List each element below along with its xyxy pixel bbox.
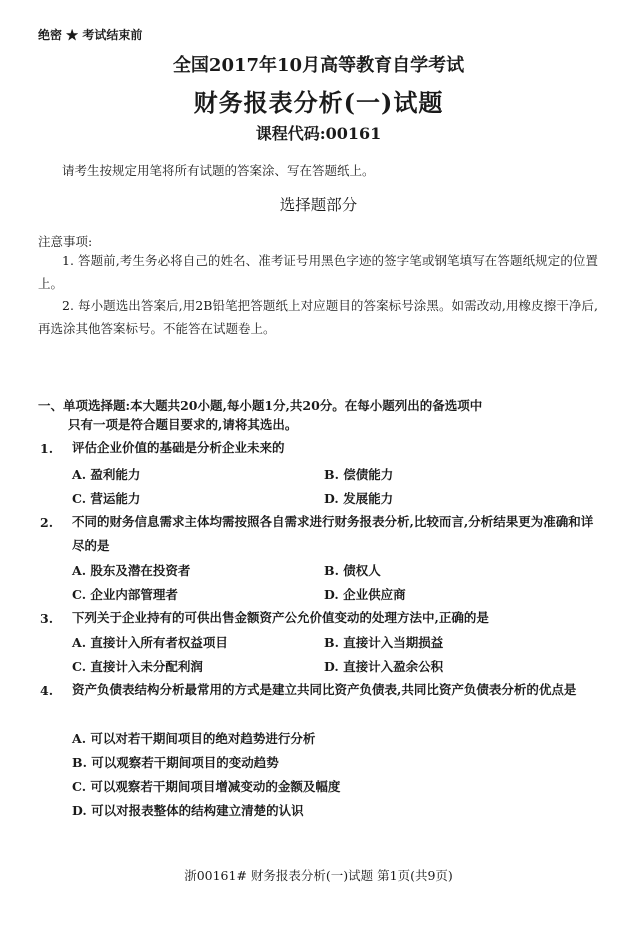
question-2-option-c: C. 企业内部管理者 [72,587,178,602]
question-1-option-d: D. 发展能力 [324,491,394,506]
question-4-option-d: D. 可以对报表整体的结构建立清楚的认识 [72,803,304,818]
question-4-option-a: A. 可以对若干期间项目的绝对趋势进行分析 [72,731,316,746]
question-4-option-c: C. 可以观察若干期间项目增减变动的金额及幅度 [72,779,341,794]
question-1-option-a: A. 盈利能力 [72,467,141,482]
question-3-option-c: C. 直接计入未分配利润 [72,659,203,674]
question-2-option-b: B. 债权人 [324,563,381,578]
exam-title: 全国2017年10月高等教育自学考试 [172,55,465,76]
confidential-mark: 绝密 ★ 考试结束前 [38,28,143,42]
question-3-stem: 下列关于企业持有的可供出售金额资产公允价值变动的处理方法中,正确的是 [72,610,489,625]
question-2-option-a: A. 股东及潜在投资者 [72,563,191,578]
question-4-stem: 资产负债表结构分析最常用的方式是建立共同比资产负债表,共同比资产负债表分析的优点是 [72,682,577,697]
question-3-option-b: B. 直接计入当期损益 [324,635,444,650]
question-1-option-c: C. 营运能力 [72,491,141,506]
question-2-number: 2. [40,515,54,530]
notice-item-1: 1. 答题前,考生务必将自己的姓名、准考证号用黑色字迹的签字笔或钢笔填写在答题纸规定的位置上。 [38,253,598,291]
intro-instruction: 请考生按规定用笔将所有试题的答案涂、写在答题纸上。 [62,163,375,178]
question-1-option-b: B. 偿债能力 [324,467,394,482]
section-title: 选择题部分 [279,196,358,214]
page-footer: 浙00161# 财务报表分析(一)试题 第1页(共9页) [184,868,453,883]
question-1-number: 1. [40,441,54,456]
part-one-line-1: 一、单项选择题:本大题共20小题,每小题1分,共20分。在每小题列出的备选项中 [38,398,483,413]
question-2-option-d: D. 企业供应商 [324,587,406,602]
question-3-number: 3. [40,611,54,626]
question-2-stem: 不同的财务信息需求主体均需按照各自需求进行财务报表分析,比较而言,分析结果更为准确和详尽的是 [72,514,594,553]
part-one-line-2: 只有一项是符合题目要求的,请将其选出。 [68,417,298,432]
question-4-option-b: B. 可以观察若干期间项目的变动趋势 [72,755,279,770]
question-3-option-d: D. 直接计入盈余公积 [324,659,444,674]
course-code: 课程代码:00161 [255,124,382,143]
part-one-header [38,396,598,434]
question-4-number: 4. [40,683,54,698]
notice-heading: 注意事项: [38,234,93,249]
notice-item-2: 2. 每小题选出答案后,用2B铅笔把答题纸上对应题目的答案标号涂黑。如需改动,用橡皮擦干净后,再选涂其他答案标号。不能答在试题卷上。 [38,298,598,336]
question-3-option-a: A. 直接计入所有者权益项目 [72,635,228,650]
question-1-stem: 评估企业价值的基础是分析企业未来的 [72,440,285,455]
subject-title: 财务报表分析(一)试题 [193,88,444,117]
